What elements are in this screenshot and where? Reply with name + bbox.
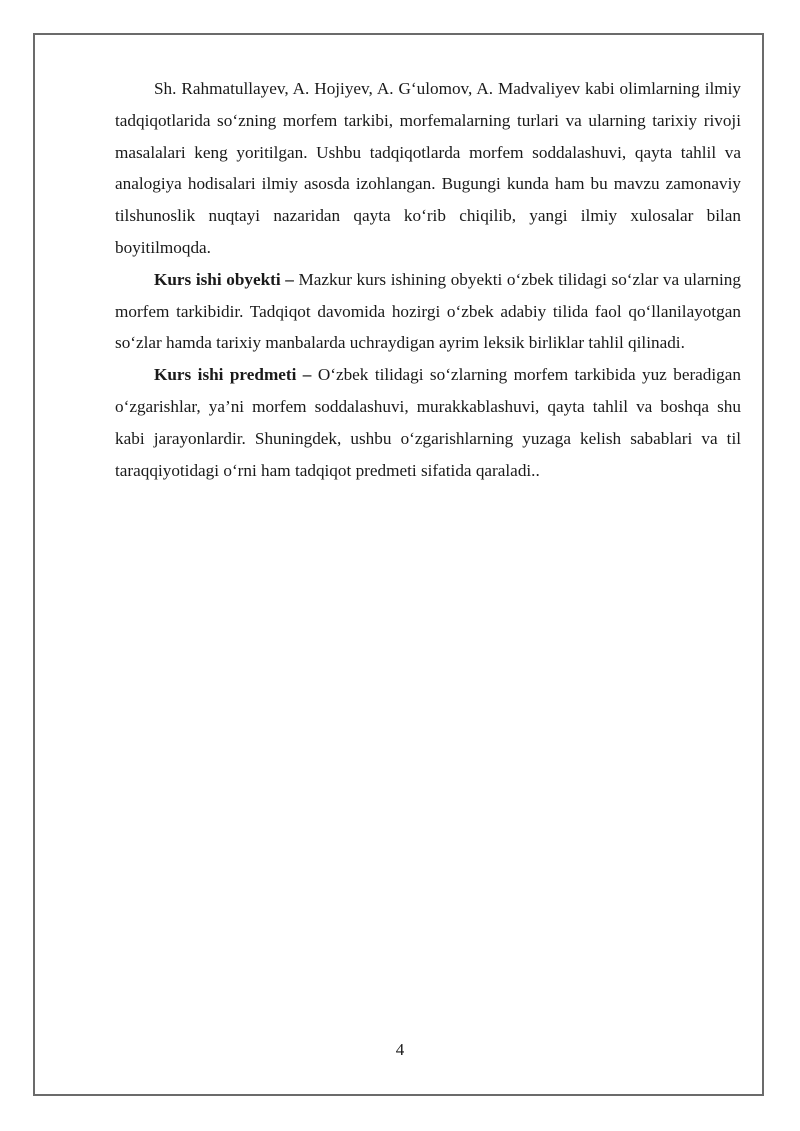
- paragraph-subject-text: O‘zbek tilidagi so‘zlarning morfem tarkibida yuz beradigan o‘zgarishlar, ya’ni morfem soddalashuvi, murakkablashuvi, qayta tahlil va boshqa shu kabi jarayonlardir. Shuningdek, ushbu o‘zgarishlarning yuzaga kelish sabablari va til taraqqiyotidagi o‘rni ham tadqiqot predmeti sifatida qaraladi..: [115, 365, 741, 480]
- paragraph-object-text: Mazkur kurs ishining obyekti o‘zbek tilidagi so‘zlar va ularning morfem tarkibidir. Tadqiqot davomida hozirgi o‘zbek adabiy tilida faol qo‘llanilayotgan so‘zlar hamda tarixiy manbalarda uchraydigan ayrim leksik birliklar tahlil qilinadi.: [115, 269, 741, 353]
- paragraph-object-lead: Kurs ishi obyekti –: [154, 269, 294, 289]
- paragraph-object: [115, 264, 741, 359]
- paragraph-scholars: [115, 73, 741, 264]
- paragraph-subject-lead: Kurs ishi predmeti –: [154, 365, 312, 385]
- page-number: 4: [395, 1040, 405, 1059]
- paragraph-scholars-text: Sh. Rahmatullayev, A. Hojiyev, A. G‘ulomov, A. Madvaliyev kabi olimlarning ilmiy tadqiqotlarida so‘zning morfem tarkibi, morfemalarning turlari va ularning tarixiy rivoji masalalari keng yoritilgan. Ushbu tadqiqotlarda morfem soddalashuvi, qayta tahlil va analogiya hodisalari ilmiy asosda izohlangan. Bugungi kunda ham bu mavzu zamonaviy tilshunoslik nuqtayi nazaridan qayta ko‘rib chiqilib, yangi ilmiy xulosalar bilan boyitilmoqda.: [115, 79, 741, 257]
- page-content: [115, 73, 741, 486]
- paragraph-subject: [115, 359, 741, 486]
